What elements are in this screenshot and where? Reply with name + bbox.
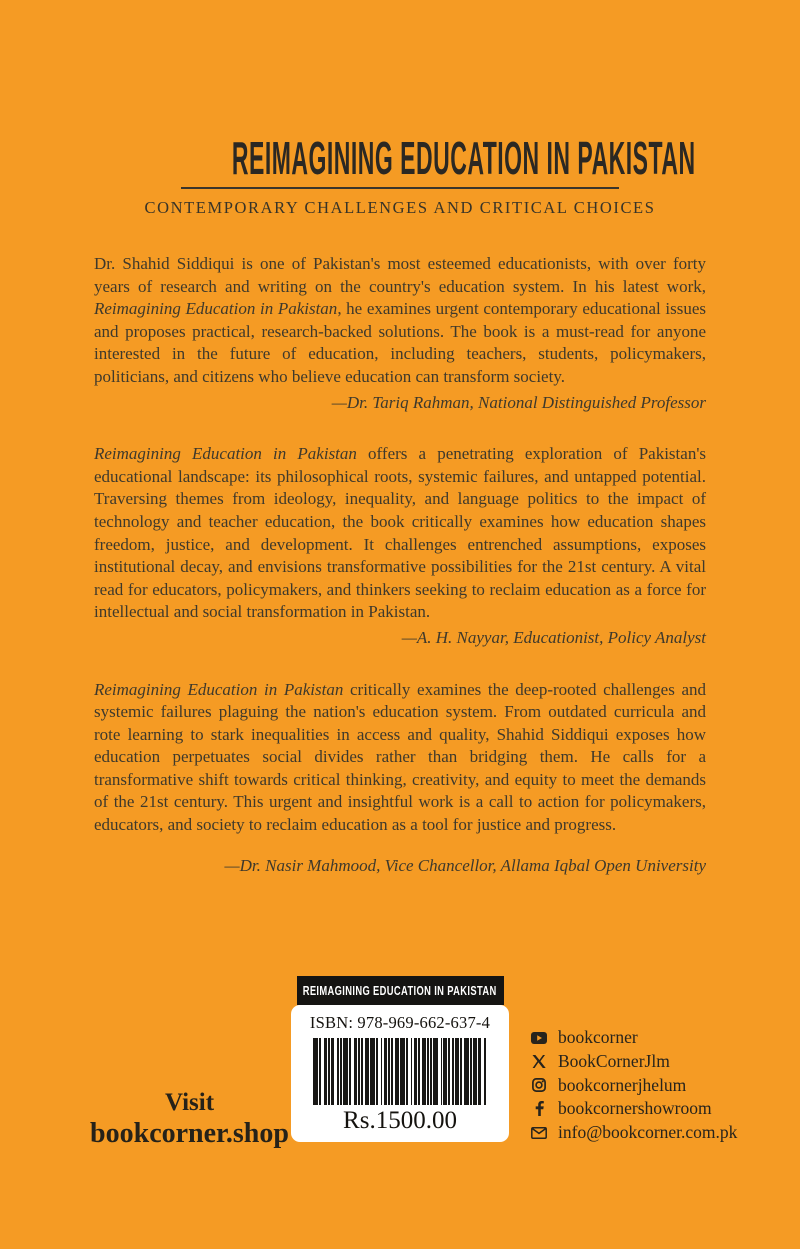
barcode-block [291, 976, 509, 1142]
cover-header [0, 0, 800, 218]
social-handle-youtube: bookcorner [558, 1027, 638, 1048]
instagram-icon [531, 1078, 547, 1092]
endorsement-1-pre: Dr. Shahid Siddiqui is one of Pakistan's most esteemed educationists, with over forty years of research and writing on the country's education system. In his latest work, [94, 254, 706, 296]
email-icon [531, 1127, 547, 1139]
barcode-title-bar [297, 976, 504, 1005]
book-title-text: REIMAGINING EDUCATION IN PAKISTAN [231, 132, 696, 184]
endorsement-3-attribution: —Dr. Nasir Mahmood, Vice Chancellor, Allama Iqbal Open University [224, 855, 706, 875]
book-subtitle: CONTEMPORARY CHALLENGES AND CRITICAL CHOICES [144, 198, 656, 217]
endorsement-3-book-name: Reimagining Education in Pakistan [94, 679, 344, 699]
social-links [531, 1026, 737, 1144]
barcode [313, 1038, 487, 1105]
social-row-instagram [531, 1073, 737, 1097]
price: Rs.1500.00 [343, 1107, 457, 1134]
x-icon [531, 1055, 547, 1068]
endorsement-3 [94, 679, 706, 837]
endorsement-1-book-name: Reimagining Education in Pakistan [94, 299, 338, 319]
endorsement-1-post: , he examines urgent contemporary educational issues and proposes practical, research-backed solutions. The book is a must-read for anyone interested in the future of education, including teachers, students, policymakers, politicians, and citizens who believe education can transform society. [94, 299, 706, 386]
endorsement-2-book-name: Reimagining Education in Pakistan [94, 444, 357, 464]
endorsement-2-post: offers a penetrating exploration of Pakistan's educational landscape: its philosophical roots, systemic failures, and untapped potential. Traversing themes from ideology, inequality, and language politics to the impact of technology and teacher education, the book critically examines how education shapes freedom, justice, and development. It challenges entrenched assumptions, exposes institutional decay, and envisions transformative possibilities for the 21st century. A vital read for educators, policymakers, and thinkers seeking to reclaim education as a force for intellectual and social transformation in Pakistan. [94, 444, 706, 622]
barcode-title-text: REIMAGINING EDUCATION IN PAKISTAN [303, 983, 497, 998]
social-handle-instagram: bookcornerjhelum [558, 1074, 687, 1095]
endorsement-1-attribution: —Dr. Tariq Rahman, National Distinguished Professor [331, 392, 706, 412]
endorsement-2 [94, 443, 706, 624]
social-handle-facebook: bookcornershowroom [558, 1098, 712, 1119]
social-row-email [531, 1121, 737, 1145]
website-url: bookcorner.shop [90, 1118, 289, 1149]
endorsement-1 [94, 253, 706, 389]
facebook-icon [531, 1101, 547, 1116]
book-title [0, 132, 800, 184]
social-row-facebook [531, 1097, 737, 1121]
endorsement-3-post: critically examines the deep-rooted challenges and systemic failures plaguing the nation's education system. From outdated curricula and rote learning to stark inequalities in access and quality, Shahid Siddiqui exposes how education perpetuates social divides rather than bridging them. He calls for a transformative shift towards critical thinking, creativity, and equity to meet the demands of the 21st century. This urgent and insightful work is a call to action for policymakers, educators, and society to reclaim education as a tool for justice and progress. [94, 679, 706, 835]
barcode-box [291, 1005, 509, 1142]
social-row-x [531, 1050, 737, 1074]
social-handle-x: BookCornerJlm [558, 1051, 670, 1072]
endorsements [94, 253, 706, 877]
youtube-icon [531, 1032, 547, 1044]
endorsement-2-attribution: —A. H. Nayyar, Educationist, Policy Analyst [401, 627, 706, 647]
website-promo-visit: Visit [164, 1089, 215, 1116]
isbn-number: ISBN: 978-969-662-637-4 [309, 1013, 491, 1032]
social-handle-email: info@bookcorner.com.pk [558, 1122, 738, 1143]
social-row-youtube [531, 1026, 737, 1050]
title-divider [181, 187, 619, 189]
website-promo [72, 1088, 307, 1150]
